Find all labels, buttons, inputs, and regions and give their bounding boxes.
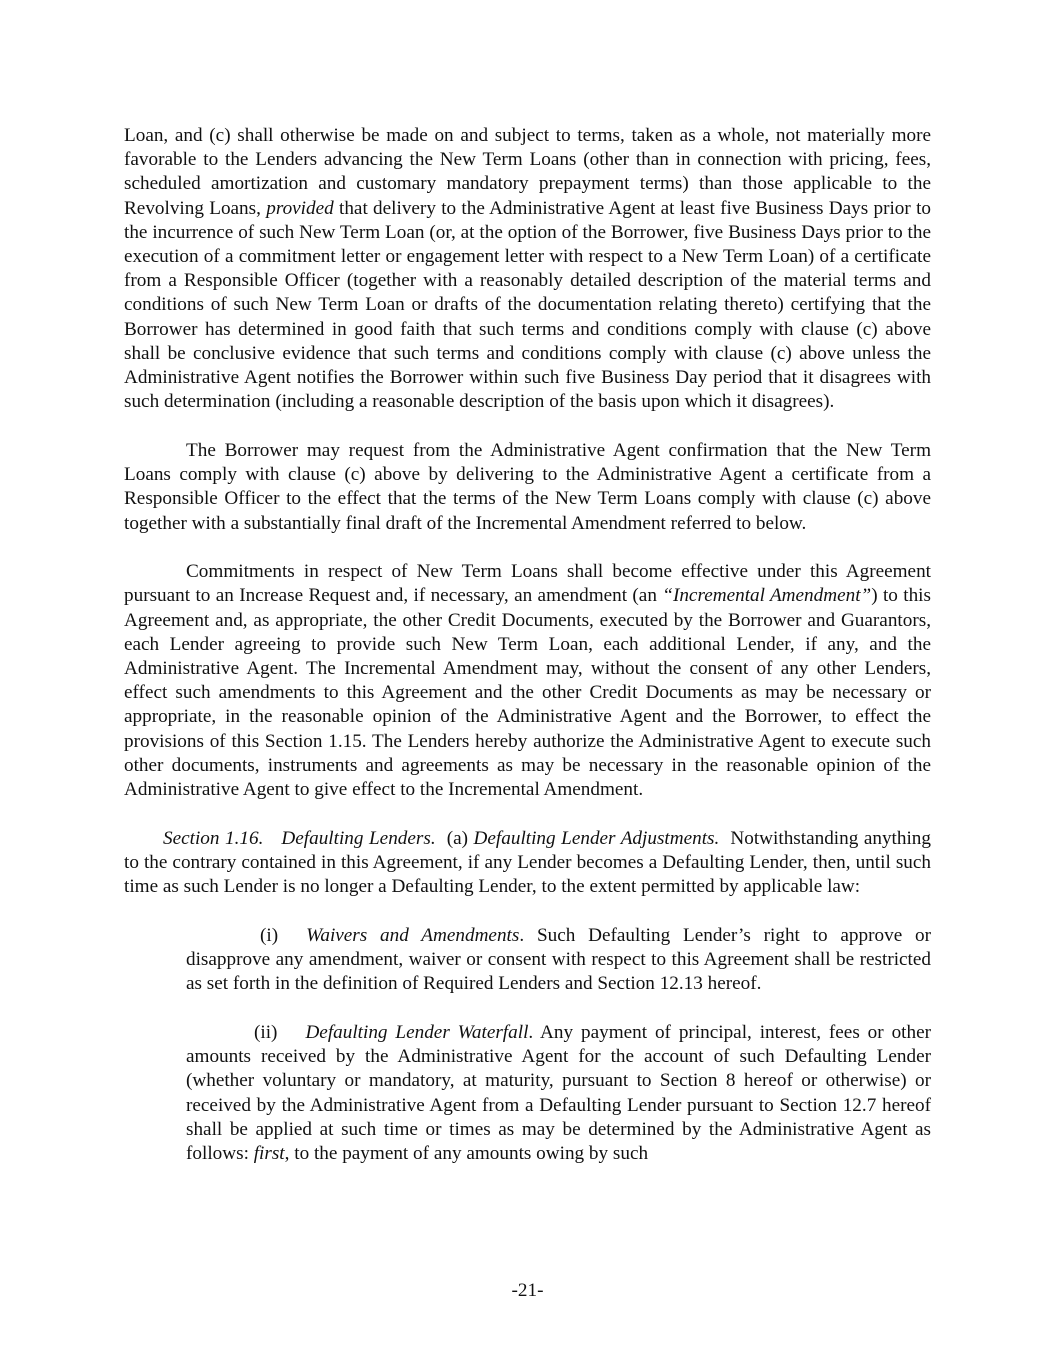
subsection-label: (a) xyxy=(446,827,468,849)
section-number: Section 1.16. xyxy=(163,827,264,849)
section-text: Notwithstanding anything to the contrary contained in this Agreement, if any Lender becomes a Defaulting Lender, then, until such time as such Lender is no longer a Defaulting Lender, to the extent permitted by applicable law: xyxy=(124,827,931,898)
section-title: Defaulting Lenders. xyxy=(281,827,436,849)
text: Loan, and (c) shall otherwise be made on and subject to terms, taken as a whole, not materially more favorable to the Lenders advancing the New Term Loans (other than in connection with pricing, fees, scheduled amortization and customary mandatory prepayment terms) than those applicable to the Revolving Loans, xyxy=(124,125,931,219)
italic-term: first xyxy=(253,1143,285,1165)
clause-label: (ii) xyxy=(254,1022,278,1043)
clause-label: (i) xyxy=(260,924,279,946)
paragraph-commitments xyxy=(124,560,931,802)
text: ) to this Agreement and, as appropriate, the other Credit Documents, executed by the Borrower and Guarantors, each Lender agreeing to provide such New Term Loan, each additional Lender, if any, and the Administrative Agent. The Incremental Amendment may, without the consent of any other Lenders, effect such amendments to this Agreement and the other Credit Documents as may be necessary or appropriate, in the reasonable opinion of the Administrative Agent and the Borrower, to effect the provisions of this Section 1.15. The Lenders hereby authorize the Administrative Agent to execute such other documents, instruments and agreements as may be necessary in the reasonable opinion of the Administrative Agent to give effect to the Incremental Amendment. xyxy=(124,585,931,801)
document-page xyxy=(124,124,931,1191)
text: that delivery to the Administrative Agent at least five Business Days prior to the incurrence of such New Term Loan (or, at the option of the Borrower, five Business Days prior to the execution of a commitment letter or engagement letter with respect to a New Term Loan) of a certificate from a Responsible Officer (together with a reasonably detailed description of the material terms and conditions of such New Term Loan or drafts of the documentation relating thereto) certifying that the Borrower has determined in good faith that such terms and conditions comply with clause (c) above shall be conclusive evidence that such terms and conditions comply with clause (c) above unless the Administrative Agent notifies the Borrower within such five Business Day period that it disagrees with such determination (including a reasonable description of the basis upon which it disagrees). xyxy=(124,197,931,413)
defined-term: “Incremental Amendment” xyxy=(662,585,872,607)
paragraph-confirmation-request: The Borrower may request from the Administrative Agent confirmation that the New Term Loans comply with clause (c) above by delivering to the Administrative Agent a certificate from a Responsible Officer to the effect that the terms of the New Term Loans comply with clause (c) above together with a substantially final draft of the Incremental Amendment referred to below. xyxy=(124,439,931,534)
clause-ii-waterfall xyxy=(186,1021,931,1166)
clause-title: Defaulting Lender Waterfall xyxy=(305,1022,529,1043)
section-1-16-heading xyxy=(124,827,931,900)
clause-text: . Any payment of principal, interest, fees or other amounts received by the Administrative Agent for the account of such Defaulting Lender (whether voluntary or mandatory, at maturity, pursuant to Section 8 hereof or otherwise) or received by the Administrative Agent from a Defaulting Lender pursuant to Section 12.7 hereof shall be applied at such time or times as may be determined by the Administrative Agent as follows: xyxy=(186,1022,931,1165)
italic-term: provided xyxy=(266,197,334,219)
clause-title: Waivers and Amendments xyxy=(306,924,520,946)
clause-i-waivers xyxy=(186,924,931,997)
paragraph-loan-terms xyxy=(124,124,931,414)
subsection-title: Defaulting Lender Adjustments. xyxy=(473,827,720,849)
page-number: -21- xyxy=(511,1280,544,1301)
text: Commitments in respect of New Term Loans shall become effective under this Agreement pursuant to an Increase Request and, if necessary, an amendment (an xyxy=(124,561,931,607)
clause-text: . Such Defaulting Lender’s right to approve or disapprove any amendment, waiver or consent with respect to this Agreement shall be restricted as set forth in the definition of Required Lenders and Section 12.13 hereof. xyxy=(186,924,932,995)
clause-text: , to the payment of any amounts owing by such xyxy=(284,1143,649,1165)
